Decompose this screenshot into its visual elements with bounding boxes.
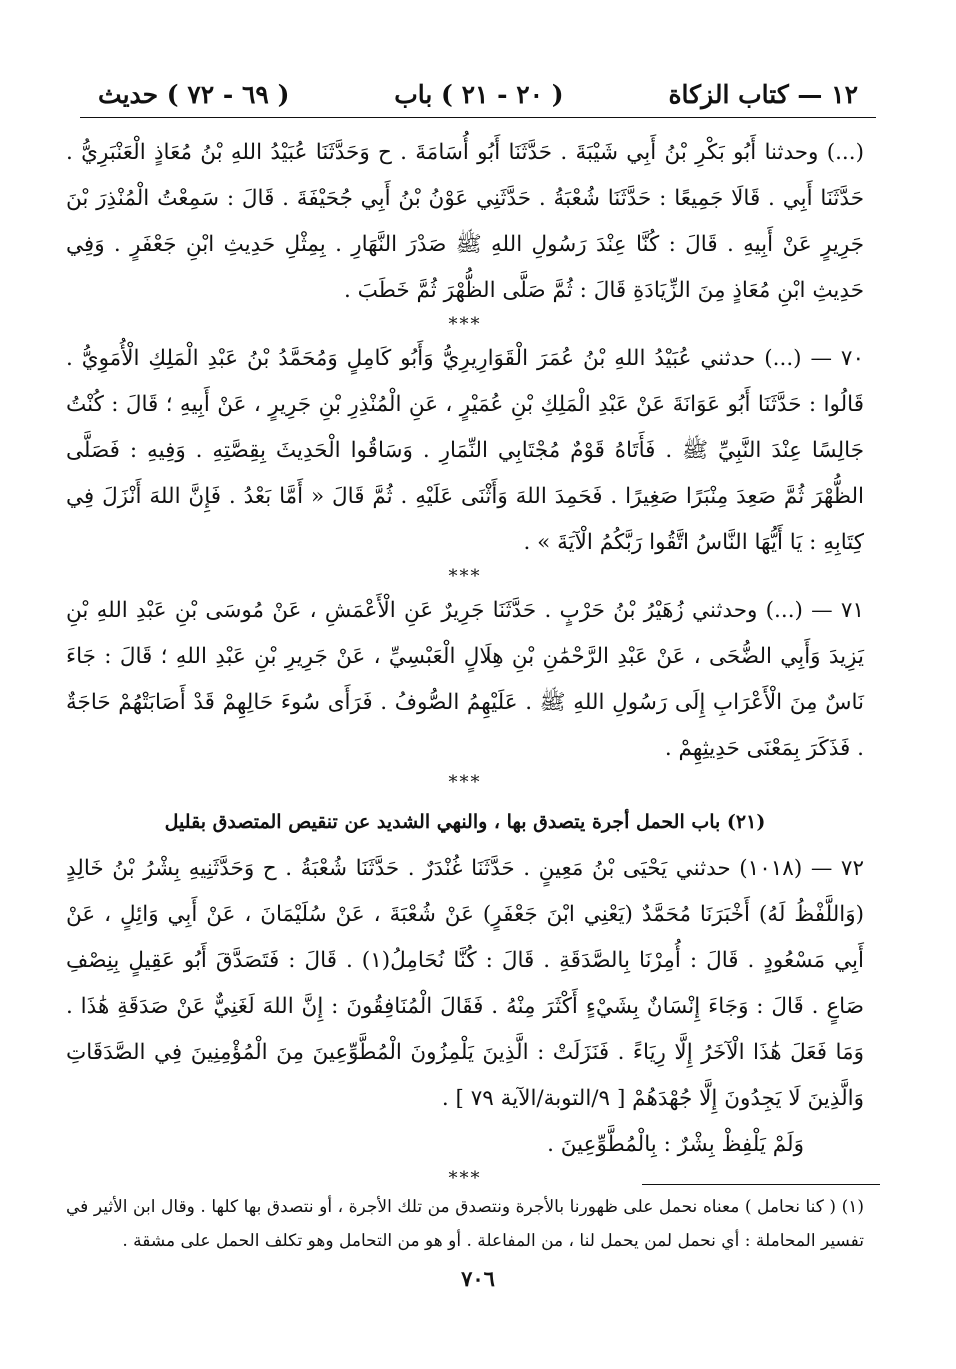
main-text [66, 130, 864, 1190]
header-chapter-range: ( ٢٠ - ٢١ ) باب [394, 79, 564, 109]
footnote: (١) ( كنا نحامل ) معناه نحمل على ظهورنا بالأجرة ونتصدق من تلك الأجرة ، أو نتصدق بها كلها . وقال ابن الأثير في تفسير المحاملة : أي نحمل لمن يحمل لنا ، من المفاعلة . أو هو من التحامل وهو تكلف الحمل على مشقة . [66, 1197, 864, 1251]
section-separator: *** [448, 566, 482, 587]
section-separator: *** [448, 772, 482, 793]
header-hadith-range: ( ٦٩ - ٧٢ ) حديث [98, 79, 290, 109]
chapter-title: (٢١) باب الحمل أجرة يتصدق بها ، والنهي الشديد عن تنقيص المتصدق بقليل [164, 811, 766, 833]
page-number: ٧٠٦ [461, 1266, 495, 1291]
running-header [98, 74, 858, 114]
hadith-paragraph: ٧٠ — (...) حدثني عُبَيْدُ اللهِ بْنُ عُمَرَ الْقَوَارِيرِيُّ وَأَبُو كَامِلٍ وَمُحَمَّدُ بْنُ عَبْدِ الْمَلِكِ الْأُمَوِيُّ . قَالُوا : حَدَّثَنَا أَبُو عَوَانَةَ عَنْ عَبْدِ الْمَلِكِ بْنِ عُمَيْرٍ ، عَنِ الْمُنْذِرِ بْنِ جَرِيرٍ ، عَنْ أَبِيهِ ؛ قَالَ : كُنْتُ جَالِسًا عِنْدَ النَّبِيِّ ﷺ . فَأَتَاهُ قَوْمٌ مُجْتَابِي النِّمَارِ . وَسَاقُوا الْحَدِيثَ بِقِصَّتِهِ . وَفِيهِ : فَصَلَّى الظُّهْرَ ثُمَّ صَعِدَ مِنْبَرًا صَغِيرًا . فَحَمِدَ اللهَ وَأَثْنَى عَلَيْهِ . ثُمَّ قَالَ « أَمَّا بَعْدُ . فَإِنَّ اللهَ أَنْزَلَ فِي كِتَابِهِ : يَا أَيُّهَا النَّاسُ اتَّقُوا رَبَّكُمُ الْآيَةَ » . [66, 346, 865, 555]
hadith-paragraph: (...) وحدثنا أَبُو بَكْرِ بْنُ أَبِي شَيْبَةَ . حَدَّثَنَا أَبُو أُسَامَةَ . ح وَحَدَّثَنَا عُبَيْدُ اللهِ بْنُ مُعَاذٍ الْعَنْبَرِيُّ . حَدَّثَنَا أَبِي . قَالَا جَمِيعًا : حَدَّثَنَا شُعْبَةُ . حَدَّثَنِي عَوْنُ بْنُ أَبِي جُحَيْفَةَ . قَالَ : سَمِعْتُ الْمُنْذِرَ بْنَ جَرِيرٍ عَنْ أَبِيهِ . قَالَ : كُنَّا عِنْدَ رَسُولِ اللهِ ﷺ صَدْرَ النَّهَارِ . بِمِثْلِ حَدِيثِ ابْنِ جَعْفَرٍ . وَفِي حَدِيثِ ابْنِ مُعَاذٍ مِنَ الزِّيَادَةِ قَالَ : ثُمَّ صَلَّى الظُّهْرَ ثُمَّ خَطَبَ . [66, 140, 864, 303]
footnote-divider [642, 1184, 880, 1185]
closing-line: وَلَمْ يَلْفِظْ بِشْرٌ : بِالْمُطَّوِّعِينَ . [547, 1132, 804, 1157]
hadith-paragraph: ٧١ — (...) وحدثني زُهَيْرُ بْنُ حَرْبٍ . حَدَّثَنَا جَرِيرٌ عَنِ الْأَعْمَشِ ، عَنْ مُوسَى بْنِ عَبْدِ اللهِ بْنِ يَزِيدَ وَأَبِي الضُّحَى ، عَنْ عَبْدِ الرَّحْمَٰنِ بْنِ هِلَالٍ الْعَبْسِيِّ ، عَنْ جَرِيرِ بْنِ عَبْدِ اللهِ ؛ قَالَ : جَاءَ نَاسٌ مِنَ الْأَعْرَابِ إِلَى رَسُولِ اللهِ ﷺ . عَلَيْهِمُ الصُّوفُ . فَرَأَى سُوءَ حَالِهِمْ قَدْ أَصَابَتْهُمْ حَاجَةٌ . فَذَكَرَ بِمَعْنَى حَدِيثِهِمْ . [66, 598, 864, 761]
section-separator: *** [448, 1168, 482, 1189]
header-book-title: ١٢ — كتاب الزكاة [668, 79, 858, 109]
hadith-paragraph: ٧٢ — (١٠١٨) حدثني يَحْيَى بْنُ مَعِينٍ . حَدَّثَنَا غُنْدَرٌ . حَدَّثَنَا شُعْبَةُ . ح وَحَدَّثَنِيهِ بِشْرُ بْنُ خَالِدٍ (وَاللَّفْظُ لَهُ) أَخْبَرَنَا مُحَمَّدٌ (يَعْنِي ابْنَ جَعْفَرٍ) عَنْ شُعْبَةَ ، عَنْ سُلَيْمَانَ ، عَنْ أَبِي وَائِلٍ ، عَنْ أَبِي مَسْعُودٍ . قَالَ : أُمِرْنَا بِالصَّدَقَةِ . قَالَ : كُنَّا نُحَامِلُ(١) . قَالَ : فَتَصَدَّقَ أَبُو عَقِيلٍ بِنِصْفِ صَاعٍ . قَالَ : وَجَاءَ إِنْسَانٌ بِشَيْءٍ أَكْثَرَ مِنْهُ . فَقَالَ الْمُنَافِقُونَ : إِنَّ اللهَ لَغَنِيٌّ عَنْ صَدَقَةِ هَٰذَا . وَمَا فَعَلَ هَٰذَا الْآخَرُ إِلَّا رِيَاءً . فَنَزَلَتْ : الَّذِينَ يَلْمِزُونَ الْمُطَّوِّعِينَ مِنَ الْمُؤْمِنِينَ فِي الصَّدَقَاتِ وَالَّذِينَ لَا يَجِدُونَ إِلَّا جُهْدَهُمْ [ ٩/التوبة/الآية ٧٩ ] . [66, 856, 864, 1111]
header-divider [80, 117, 876, 118]
section-separator: *** [448, 314, 482, 335]
